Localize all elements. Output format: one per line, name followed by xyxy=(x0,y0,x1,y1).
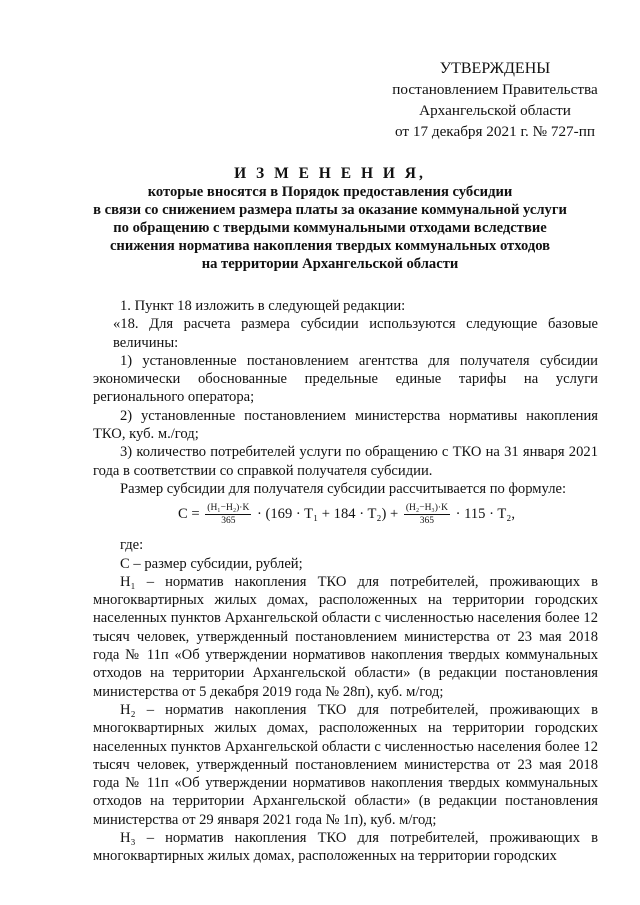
formula-tail: · 115 · T₂, xyxy=(455,506,515,523)
formula-middle: · (169 · T₁ + 184 · T₂) + xyxy=(257,506,399,523)
paragraph: 1) установленные постановлением агентства для получателя субсидии экономически обоснованные предельные единые тарифы на услуги регионального оператора; xyxy=(93,352,598,406)
paragraph: Размер субсидии для получателя субсидии рассчитывается по формуле: xyxy=(120,480,567,497)
document-body xyxy=(93,297,598,866)
paragraph: 2) установленные постановлением министерства нормативы накопления ТКО, куб. м./год; xyxy=(93,407,598,443)
definition-h3: Н₃ – норматив накопления ТКО для потребителей, проживающих в многоквартирных жилых домах, расположенных на территории городских xyxy=(93,830,598,865)
approval-heading: УТВЕРЖДЕНЫ xyxy=(439,60,551,77)
subsidy-formula xyxy=(120,498,598,536)
formula-fraction-2 xyxy=(404,502,450,527)
fraction-numerator: (H₁−H₂)·K xyxy=(207,503,250,514)
paragraph: С – размер субсидии, рублей; xyxy=(120,555,303,572)
document-title xyxy=(60,165,600,273)
paragraph xyxy=(113,315,598,352)
approval-line: Архангельской области xyxy=(419,102,571,119)
formula-lhs: C = xyxy=(178,506,200,523)
fraction-denominator: 365 xyxy=(221,516,236,527)
approval-block xyxy=(360,58,630,142)
paragraph: где: xyxy=(120,537,144,554)
approval-line: постановлением Правительства xyxy=(392,81,598,98)
paragraph: 3) количество потребителей услуги по обращению с ТКО на 31 января 2021 года в соответствии со справкой получателя субсидии. xyxy=(93,444,598,479)
approval-date: от 17 декабря 2021 г. № 727-пп xyxy=(395,123,595,140)
title-line: которые вносятся в Порядок предоставления субсидии xyxy=(147,184,513,200)
paragraph-text: «18. Для расчета размера субсидии используются следующие базовые величины: xyxy=(113,316,598,351)
title-line: по обращению с твердыми коммунальными отходами вследствие xyxy=(113,220,547,236)
definition-h1: Н₁ – норматив накопления ТКО для потребителей, проживающих в многоквартирных жилых домах, расположенных на территории городских населенных пунктов Архангельской области с численностью населения более 12 тысяч человек, утвержденный постановлением министерства от 23 мая 2018 года № 11п «Об утверждении нормативов накопления твердых коммунальных отходов на территории Архангельской области» (в редакции постановления министерства от 5 декабря 2019 года № 28п), куб. м/год; xyxy=(93,573,598,700)
formula-fraction-1 xyxy=(205,502,251,527)
fraction-denominator: 365 xyxy=(419,516,435,527)
definition-h2: Н₂ – норматив накопления ТКО для потребителей, проживающих в многоквартирных жилых домах, расположенных на территории городских населенных пунктов Архангельской области с численностью населения более 12 тысяч человек, утвержденный постановлением министерства от 23 мая 2018 года № 11п «Об утверждении нормативов накопления твердых коммунальных отходов на территории Архангельской области» (в редакции постановления министерства от 29 января 2021 года № 1п), куб. м/год; xyxy=(93,701,598,828)
title-line: в связи со снижением размера платы за оказание коммунальной услуги xyxy=(93,202,567,218)
fraction-numerator: (H₂−H₃)·K xyxy=(405,503,448,514)
title-line: на территории Архангельской области xyxy=(201,256,459,272)
title-heading: И З М Е Н Е Н И Я, xyxy=(234,165,426,182)
title-line: снижения норматива накопления твердых коммунальных отходов xyxy=(109,238,551,254)
paragraph: 1. Пункт 18 изложить в следующей редакции: xyxy=(120,298,406,314)
